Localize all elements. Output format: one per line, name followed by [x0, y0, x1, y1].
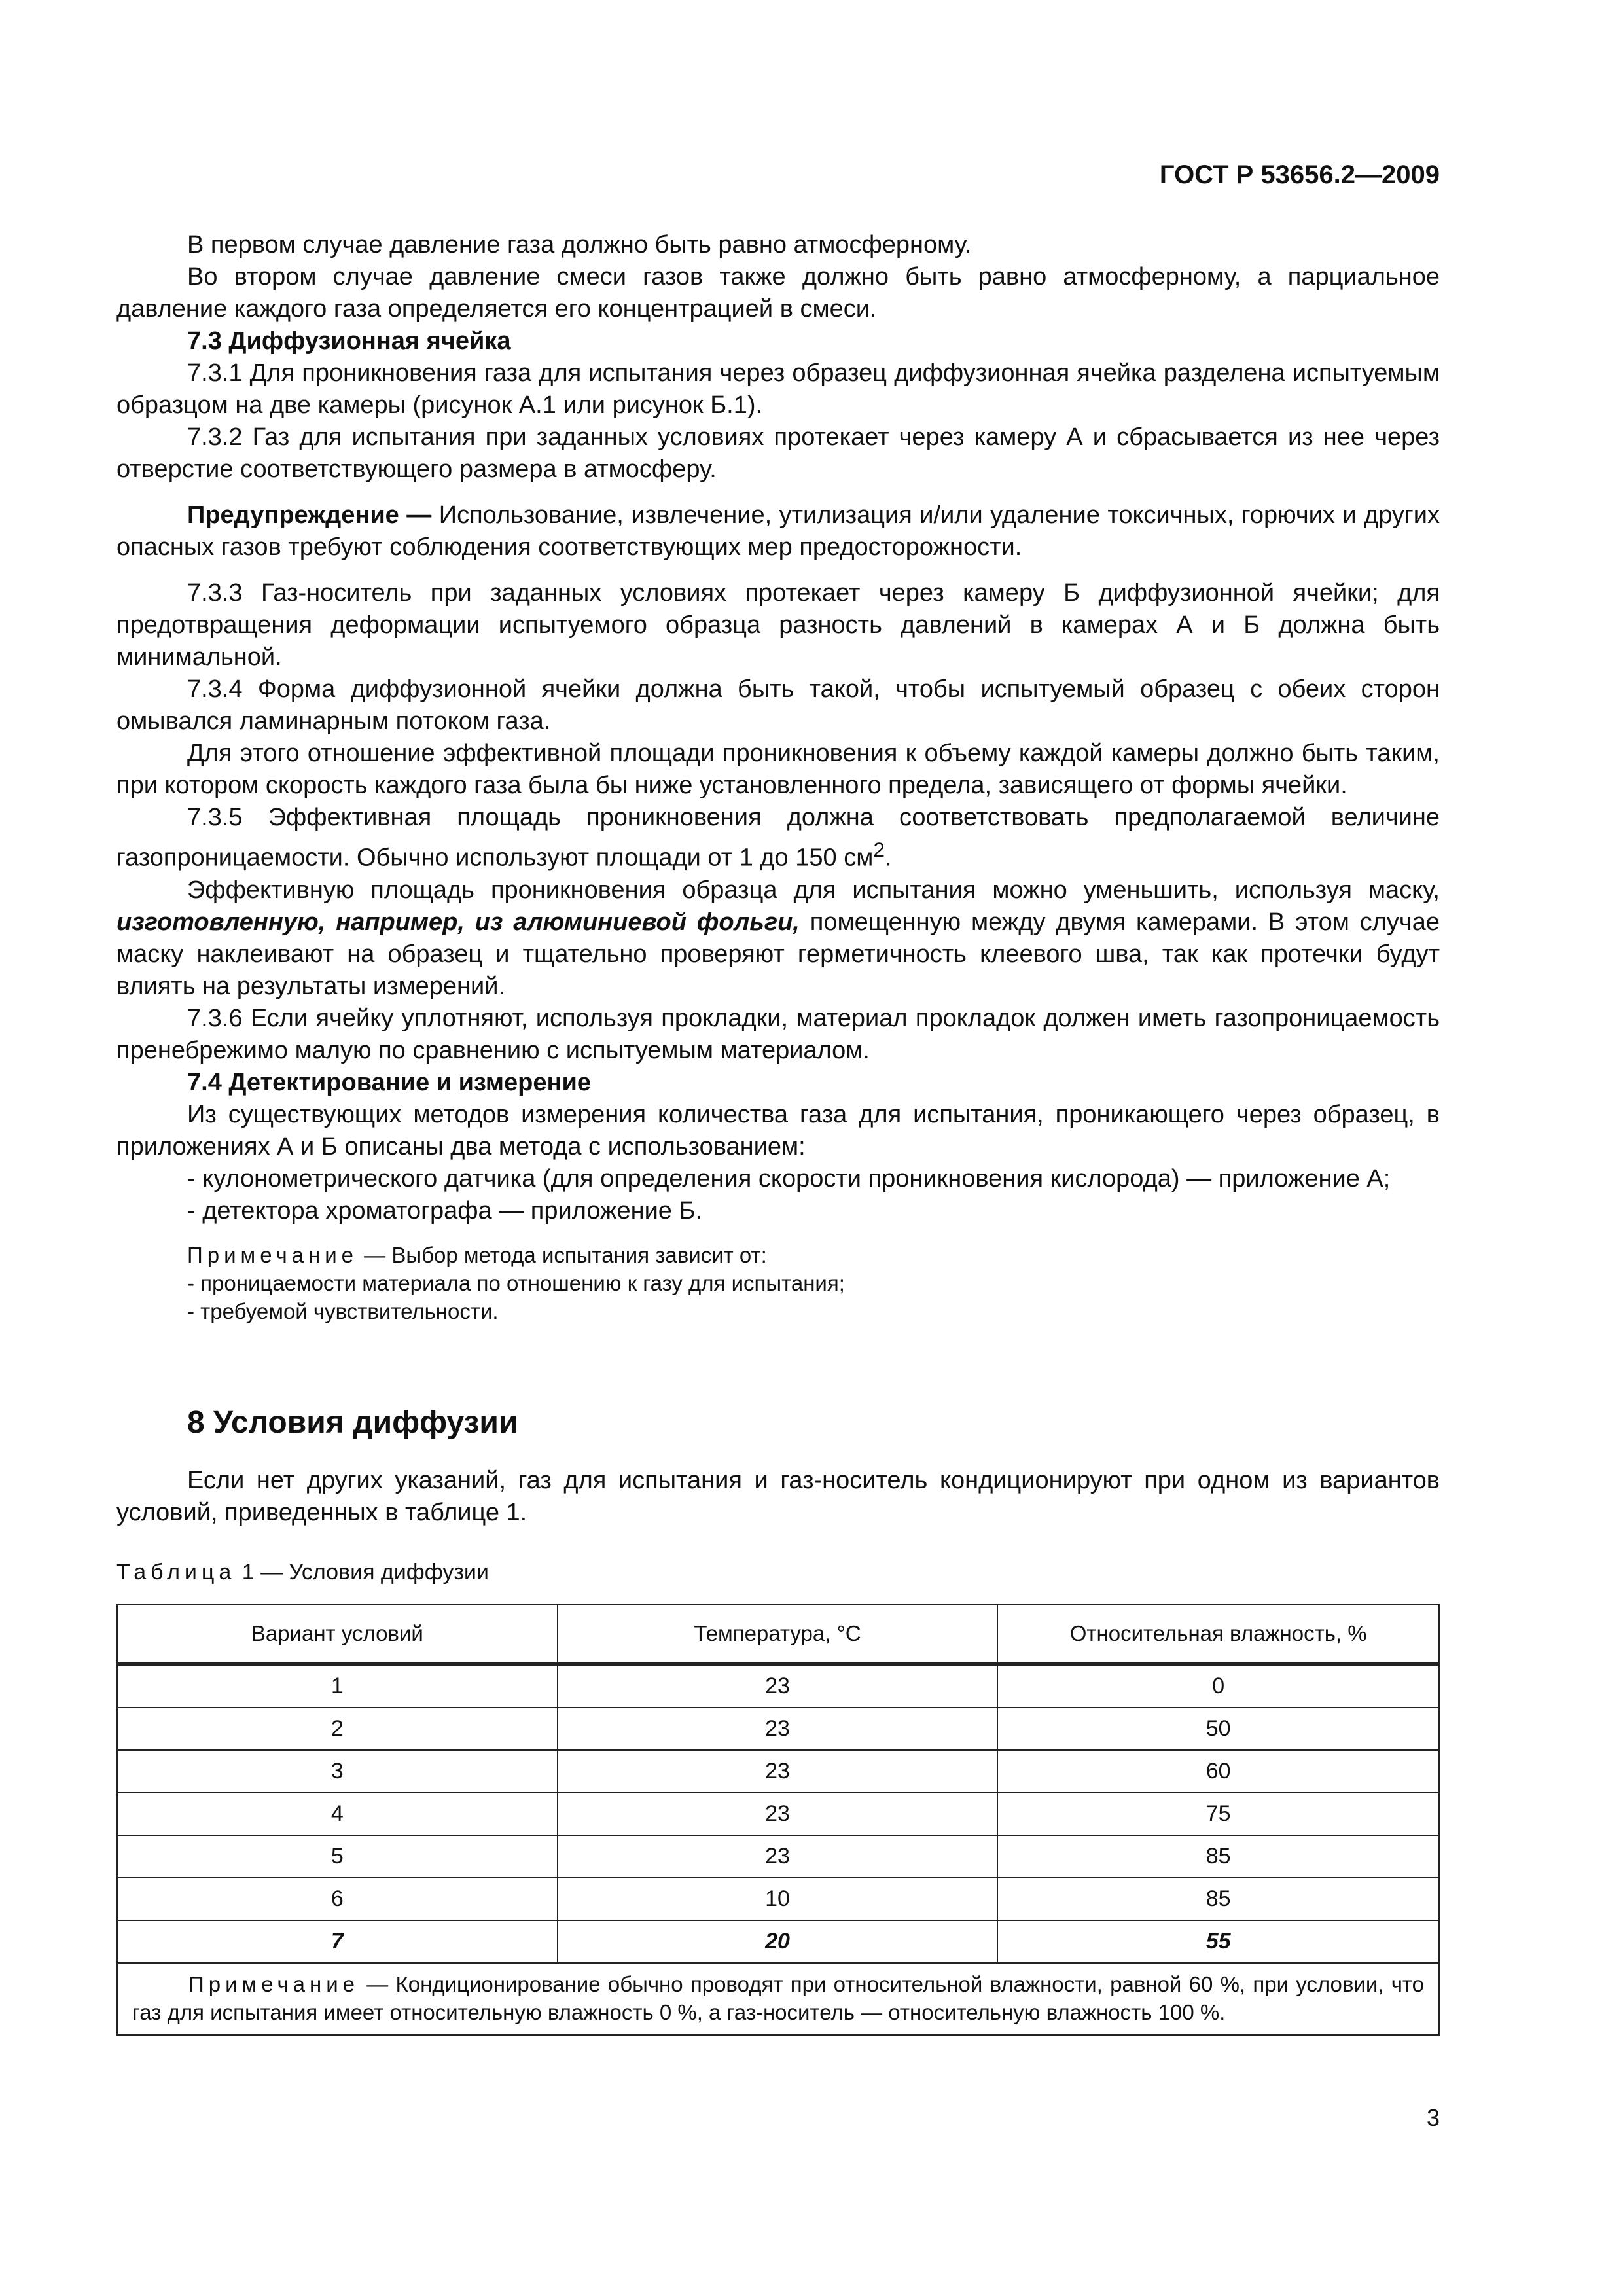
clause-7-3-2: 7.3.2 Газ для испытания при заданных условиях протекает через камеру А и сбрасывается из нее через отверстие соответствующего размера в атмосферу. [116, 423, 1440, 483]
table-row [117, 1835, 1439, 1878]
emphasis: изготовленную, например, из алюминиевой фольги, [116, 908, 800, 936]
paragraph: Во втором случае давление смеси газов также должно быть равно атмосферному, а парциальное давление каждого газа определяется его концентрацией в смеси. [116, 263, 1440, 323]
document-number: ГОСТ Р 53656.2—2009 [1159, 160, 1440, 189]
table-cell: 4 [117, 1793, 558, 1835]
table-cell: 1 [117, 1664, 558, 1708]
section-heading-8: 8 Условия диффузии [187, 1405, 518, 1440]
table-cell: 3 [117, 1750, 558, 1793]
note-text: — Выбор метода испытания зависит от: [358, 1242, 767, 1267]
table-cell: 7 [117, 1920, 558, 1963]
clause-7-3-4: 7.3.4 Форма диффузионной ячейки должна быть такой, чтобы испытуемый образец с обеих сторон омывался ламинарным потоком газа. [116, 675, 1440, 735]
table-note [117, 1963, 1439, 2035]
table-row [117, 1708, 1439, 1750]
note-label: Примечание [187, 1242, 359, 1267]
table-cell: 23 [558, 1664, 998, 1708]
note-item: - проницаемости материала по отношению к газу для испытания; [187, 1270, 845, 1295]
table-row [117, 1750, 1439, 1793]
table-cell: 10 [558, 1878, 998, 1920]
text-part: помещенную между двумя камерами. В этом случае маску наклеивают на образец и тщательно проверяют герметичность клеевого шва, так как протечки будут влиять на результаты измерений. [116, 908, 1440, 1000]
clause-7-3-3: 7.3.3 Газ-носитель при заданных условиях протекает через камеру Б диффузионной ячейки; для предотвращения деформации испытуемого образца разность давлений в камерах А и Б должна быть минимальной. [116, 579, 1440, 671]
paragraph: В первом случае давление газа должно быть равно атмосферному. [187, 231, 972, 259]
table-cell: 23 [558, 1835, 998, 1878]
page-number: 3 [1426, 2104, 1440, 2131]
column-header: Относительная влажность, % [997, 1604, 1439, 1664]
table-header-row [117, 1604, 1439, 1664]
caption-text: 1 — Условия диффузии [236, 1560, 489, 1585]
warning-text: Использование, извлечение, утилизация и/или удаление токсичных, горючих и других опасных газов требуют соблюдения соответствующих мер предосторожности. [116, 501, 1440, 561]
text-part: Эффективную площадь проникновения образца для испытания можно уменьшить, используя маску, [187, 876, 1440, 904]
table-row [117, 1920, 1439, 1963]
table-row [117, 1793, 1439, 1835]
paragraph: Из существующих методов измерения количества газа для испытания, проникающего через образец, в приложениях А и Б описаны два метода с использованием: [116, 1100, 1440, 1160]
paragraph: Для этого отношение эффективной площади проникновения к объему каждой камеры должно быть таким, при котором скорость каждого газа была бы ниже установленного предела, зависящего от формы ячейки. [116, 740, 1440, 799]
caption-label: Таблица [116, 1560, 236, 1585]
table-cell: 85 [997, 1878, 1439, 1920]
clause-7-3-5 [116, 802, 1440, 874]
clause-7-3-6: 7.3.6 Если ячейку уплотняют, используя прокладки, материал прокладок должен иметь газопроницаемость пренебрежимо малую по сравнению с испытуемым материалом. [116, 1004, 1440, 1064]
note-text: — Кондиционирование обычно проводят при относительной влажности, равной 60 %, при условии, что газ для испытания имеет относительную влажность 0 %, а газ-носитель — относительную влажность 100 %. [132, 1972, 1424, 2024]
table-row [117, 1664, 1439, 1708]
column-header: Температура, °С [558, 1604, 998, 1664]
table-caption [116, 1560, 489, 1585]
note-label: Примечание [188, 1972, 360, 1996]
list-item: - детектора хроматографа — приложение Б. [187, 1196, 702, 1225]
list-item: - кулонометрического датчика (для определения скорости проникновения кислорода) — приложение А; [187, 1164, 1391, 1193]
clause-7-3-1: 7.3.1 Для проникновения газа для испытания через образец диффузионная ячейка разделена испытуемым образцом на две камеры (рисунок А.1 или рисунок Б.1). [116, 359, 1440, 419]
table-cell: 23 [558, 1750, 998, 1793]
section-8-text [116, 1465, 1440, 1529]
table-cell: 85 [997, 1835, 1439, 1878]
table-note-row [117, 1963, 1439, 2035]
clause-end: . [884, 844, 892, 872]
note-item: - требуемой чувствительности. [187, 1299, 499, 1323]
section-heading-7-3: 7.3 Диффузионная ячейка [187, 327, 511, 355]
note-block [116, 1241, 1440, 1325]
paragraph [116, 874, 1440, 1003]
warning-label: Предупреждение — [187, 501, 432, 529]
table-cell: 5 [117, 1835, 558, 1878]
column-header: Вариант условий [117, 1604, 558, 1664]
warning-paragraph [116, 499, 1440, 564]
conditions-table [116, 1604, 1440, 2036]
table-cell: 23 [558, 1708, 998, 1750]
table-cell: 55 [997, 1920, 1439, 1963]
section-heading-7-4: 7.4 Детектирование и измерение [187, 1068, 591, 1096]
table-cell: 2 [117, 1708, 558, 1750]
table-cell: 0 [997, 1664, 1439, 1708]
paragraph: Если нет других указаний, газ для испытания и газ-носитель кондиционируют при одном из вариантов условий, приведенных в таблице 1. [116, 1467, 1440, 1526]
table-row [117, 1878, 1439, 1920]
table-cell: 75 [997, 1793, 1439, 1835]
clause-text: 7.3.5 Эффективная площадь проникновения должна соответствовать предполагаемой величине газопроницаемости. Обычно используют площади от 1 до 150 см [116, 804, 1440, 872]
main-text [116, 229, 1440, 1325]
table-cell: 6 [117, 1878, 558, 1920]
table-cell: 50 [997, 1708, 1439, 1750]
table-cell: 60 [997, 1750, 1439, 1793]
table-cell: 20 [558, 1920, 998, 1963]
table-cell: 23 [558, 1793, 998, 1835]
note-line [116, 1241, 1440, 1269]
superscript: 2 [873, 838, 885, 861]
